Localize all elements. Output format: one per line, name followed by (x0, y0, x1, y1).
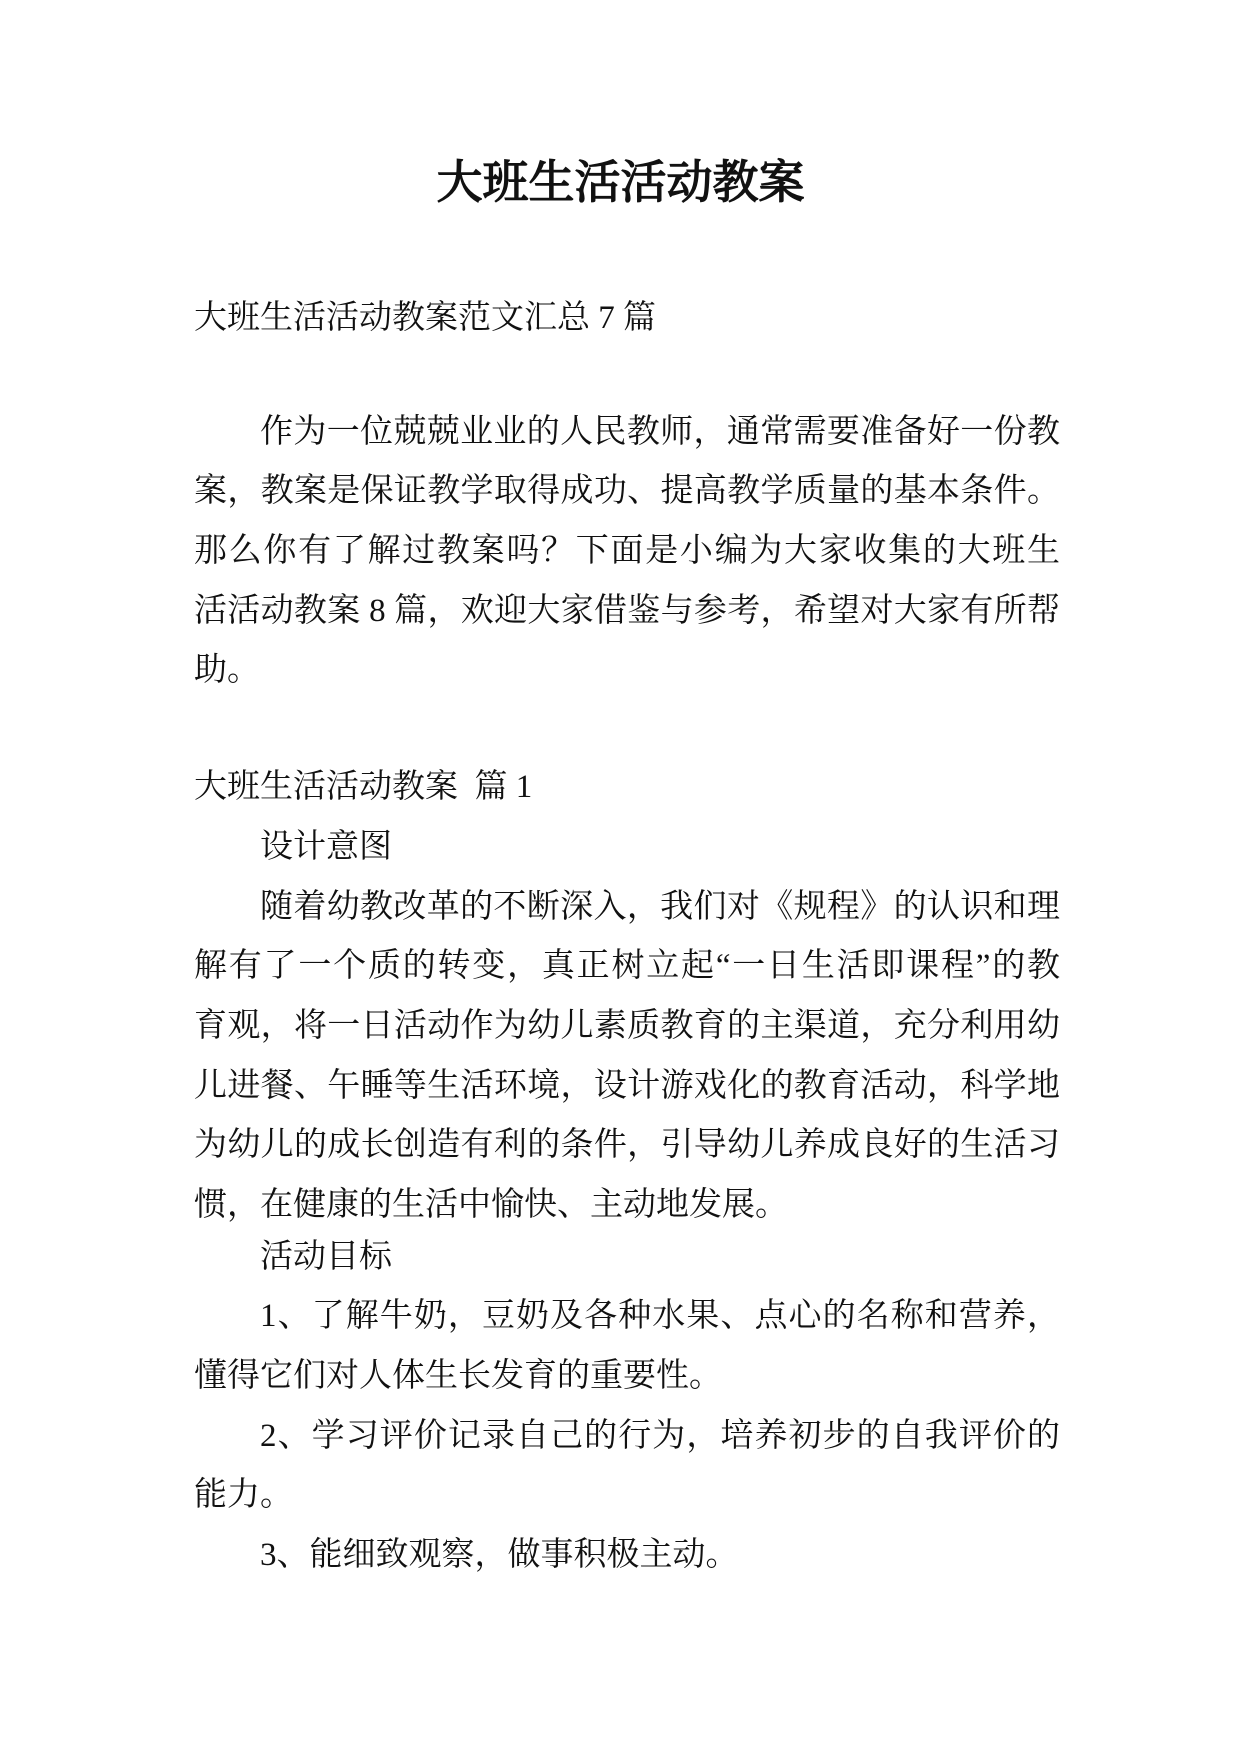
paragraph-line: 活活动教案 8 篇，欢迎大家借鉴与参考，希望对大家有所帮 (194, 592, 1060, 629)
design-intent-paragraph (194, 878, 1060, 1236)
paragraph-line: 随着幼教改革的不断深入，我们对《规程》的认识和理 (260, 888, 1060, 925)
objective-item (194, 1287, 1060, 1406)
paragraph-line: 儿进餐、午睡等生活环境，设计游戏化的教育活动，科学地 (194, 1067, 1060, 1104)
design-intent-label: 设计意图 (260, 828, 392, 865)
document-title: 大班生活活动教案 (436, 157, 805, 208)
objectives-label: 活动目标 (260, 1238, 392, 1275)
section-1 (194, 758, 1060, 1586)
paragraph-line: 为幼儿的成长创造有利的条件，引导幼儿养成良好的生活习 (194, 1127, 1060, 1164)
paragraph-line: 解有了一个质的转变，真正树立起“一日生活即课程”的教 (194, 948, 1060, 985)
paragraph-line: 助。 (194, 652, 260, 689)
document-body (194, 289, 1060, 1586)
paragraph-line: 育观，将一日活动作为幼儿素质教育的主渠道，充分利用幼 (194, 1007, 1060, 1044)
intro-paragraph (194, 403, 1060, 701)
paragraph-line: 懂得它们对人体生长发育的重要性。 (194, 1358, 722, 1394)
objectives-list (194, 1287, 1060, 1585)
document-subtitle: 大班生活活动教案范文汇总 7 篇 (194, 300, 656, 336)
paragraph-line: 1、了解牛奶，豆奶及各种水果、点心的名称和营养， (260, 1298, 1060, 1335)
paragraph-line: 案，教案是保证教学取得成功、提高教学质量的基本条件。 (194, 473, 1060, 510)
paragraph-line: 惯，在健康的生活中愉快、主动地发展。 (194, 1186, 788, 1223)
section-heading: 大班生活活动教案 篇 1 (194, 769, 533, 806)
paragraph-line: 那么你有了解过教案吗？下面是小编为大家收集的大班生 (194, 533, 1060, 570)
paragraph-line: 能力。 (194, 1477, 293, 1514)
objective-item (194, 1407, 1060, 1526)
objective-item (194, 1526, 1060, 1586)
paragraph-line: 作为一位兢兢业业的人民教师，通常需要准备好一份教 (260, 413, 1060, 450)
paragraph-line: 2、学习评价记录自己的行为，培养初步的自我评价的 (260, 1417, 1060, 1454)
paragraph-line: 3、能细致观察，做事积极主动。 (260, 1537, 739, 1574)
